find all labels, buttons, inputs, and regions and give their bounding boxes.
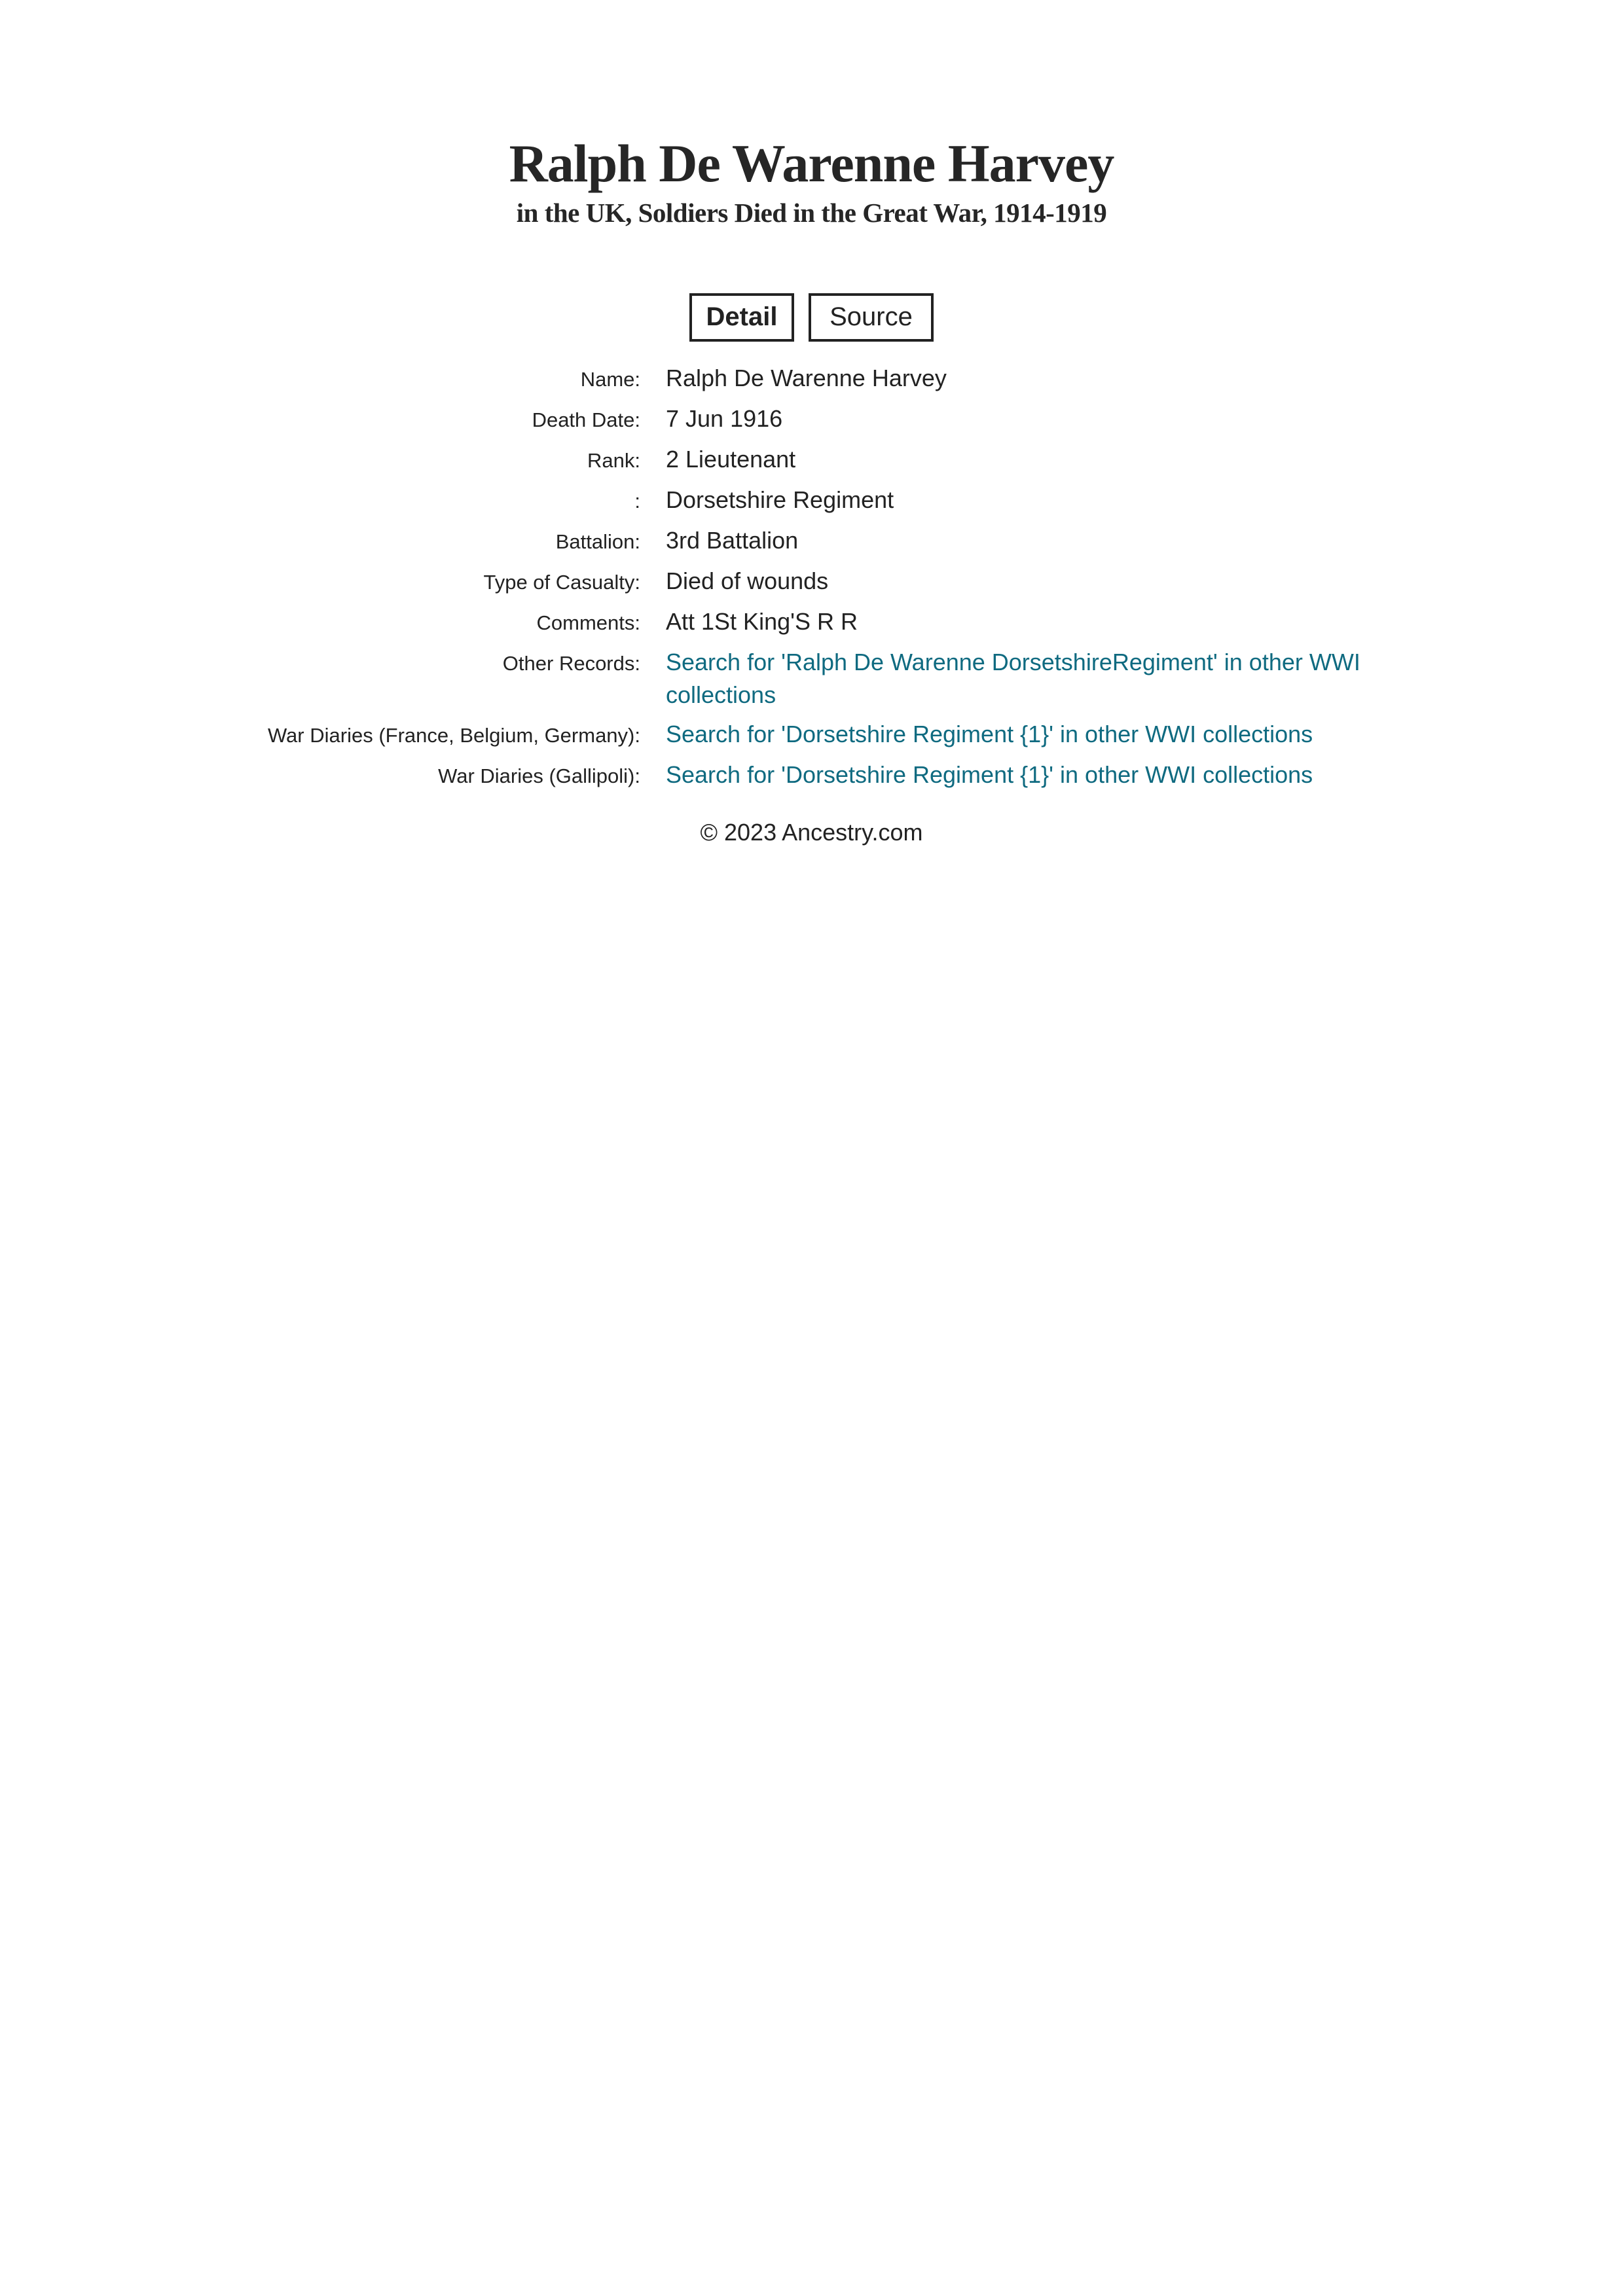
- record-row-regiment: [0, 480, 1623, 521]
- other-records-search-link[interactable]: Search for 'Ralph De Warenne DorsetshireRegiment' in other WWI collections: [666, 649, 1360, 708]
- record-row-other-records: [0, 643, 1623, 715]
- field-value: Ralph De Warenne Harvey: [666, 365, 947, 391]
- field-label: War Diaries (France, Belgium, Germany):: [267, 724, 640, 747]
- record-row-war-diaries-gallipoli: [0, 755, 1623, 796]
- field-value: 7 Jun 1916: [666, 405, 783, 432]
- copyright-footer: © 2023 Ancestry.com: [700, 819, 923, 846]
- field-value: Died of wounds: [666, 567, 829, 594]
- record-row-death-date: [0, 399, 1623, 440]
- record-row-comments: [0, 602, 1623, 643]
- record-row-casualty-type: [0, 562, 1623, 602]
- tab-source[interactable]: Source: [809, 293, 934, 342]
- record-row-rank: [0, 440, 1623, 480]
- field-label: Other Records:: [502, 652, 640, 675]
- field-label: Comments:: [536, 611, 640, 634]
- field-label: Death Date:: [532, 408, 640, 431]
- field-value: 2 Lieutenant: [666, 446, 796, 473]
- field-value: Att 1St King'S R R: [666, 608, 858, 635]
- view-tabs: [0, 293, 1623, 342]
- war-diaries-gallipoli-search-link[interactable]: Search for 'Dorsetshire Regiment {1}' in other WWI collections: [666, 761, 1313, 788]
- field-value: [666, 643, 1399, 715]
- field-label: Name:: [580, 368, 640, 391]
- field-label: :: [634, 490, 640, 512]
- page-header: [0, 131, 1623, 229]
- field-value: [666, 755, 1399, 795]
- record-row-name: [0, 359, 1623, 399]
- record-table: [0, 359, 1623, 796]
- page-subtitle: in the UK, Soldiers Died in the Great War, 1914-1919: [516, 198, 1107, 228]
- war-diaries-france-search-link[interactable]: Search for 'Dorsetshire Regiment {1}' in other WWI collections: [666, 721, 1313, 747]
- field-label: Type of Casualty:: [483, 571, 640, 594]
- tab-detail[interactable]: Detail: [689, 293, 794, 342]
- record-row-battalion: [0, 521, 1623, 562]
- field-label: Battalion:: [555, 530, 640, 553]
- field-value: 3rd Battalion: [666, 527, 799, 554]
- field-value: Dorsetshire Regiment: [666, 486, 894, 513]
- field-value: [666, 715, 1399, 754]
- page-title: Ralph De Warenne Harvey: [509, 134, 1114, 193]
- record-row-war-diaries-france: [0, 715, 1623, 755]
- field-label: War Diaries (Gallipoli):: [438, 764, 640, 787]
- field-label: Rank:: [587, 449, 640, 472]
